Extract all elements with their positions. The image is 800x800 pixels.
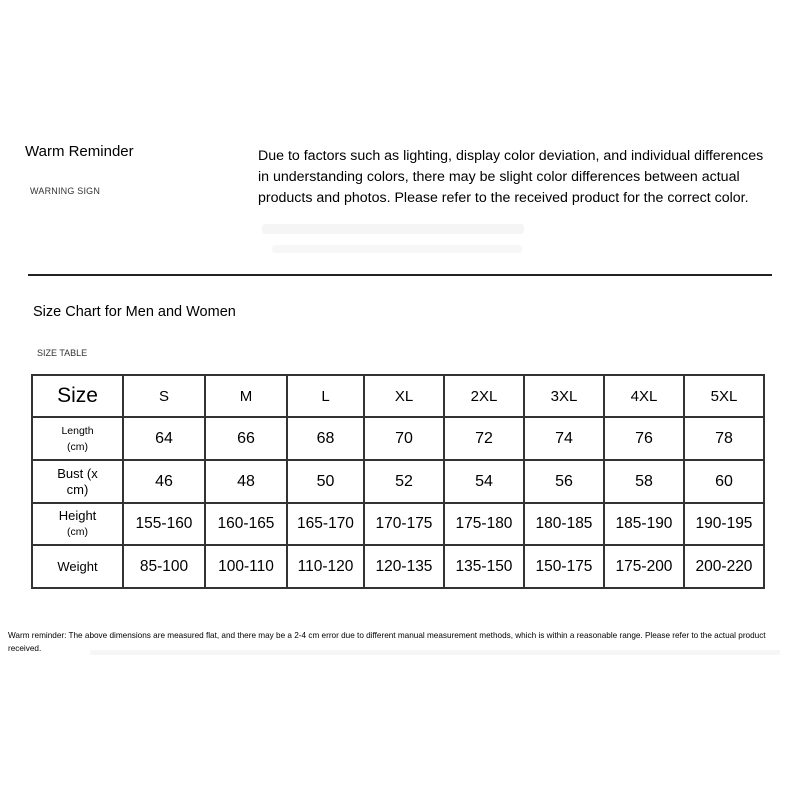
size-label-cell: M	[205, 375, 287, 417]
row-label-bottom: (cm)	[67, 526, 88, 538]
table-cell: 200-220	[684, 545, 764, 588]
table-cell: 190-195	[684, 503, 764, 545]
table-cell: 120-135	[364, 545, 444, 588]
table-cell: 72	[444, 417, 524, 460]
row-label-bottom: cm)	[66, 481, 89, 497]
table-cell: 185-190	[604, 503, 684, 545]
table-cell: 58	[604, 460, 684, 503]
warm-reminder-title: Warm Reminder	[25, 143, 134, 160]
table-cell: 180-185	[524, 503, 604, 545]
color-difference-note: Due to factors such as lighting, display color deviation, and individual differences in understanding colors, there may be slight color differences between actual products and photos. Please refer to the received product for the correct color.	[258, 148, 764, 206]
section-divider	[28, 274, 772, 276]
measurement-note: Warm reminder: The above dimensions are measured flat, and there may be a 2-4 cm error due to different manual measurement methods, which is within a reasonable range. Please refer to the actual product received.	[8, 631, 766, 653]
row-label-top: Height	[58, 508, 97, 523]
faded-watermark-strip	[90, 650, 780, 655]
size-label-cell: L	[287, 375, 364, 417]
faded-watermark-strip	[272, 245, 522, 253]
table-cell: 74	[524, 417, 604, 460]
table-cell: 150-175	[524, 545, 604, 588]
table-cell: 46	[123, 460, 205, 503]
table-cell: 175-180	[444, 503, 524, 545]
warning-sign-label: WARNING SIGN	[30, 186, 101, 196]
table-cell: 70	[364, 417, 444, 460]
row-label-top: Weight	[57, 558, 98, 574]
table-cell: 60	[684, 460, 764, 503]
size-header-cell: Size	[32, 375, 123, 417]
row-label-top: Bust (x	[57, 465, 98, 481]
size-label-cell: 2XL	[444, 375, 524, 417]
table-cell: 64	[123, 417, 205, 460]
table-cell: 100-110	[205, 545, 287, 588]
table-cell: 170-175	[364, 503, 444, 545]
table-cell: 78	[684, 417, 764, 460]
table-cell: 54	[444, 460, 524, 503]
table-cell: 160-165	[205, 503, 287, 545]
table-cell: 68	[287, 417, 364, 460]
table-cell: 48	[205, 460, 287, 503]
table-cell: 52	[364, 460, 444, 503]
table-cell: 165-170	[287, 503, 364, 545]
table-cell: 66	[205, 417, 287, 460]
table-cell: 85-100	[123, 545, 205, 588]
table-cell: 56	[524, 460, 604, 503]
size-table	[31, 374, 765, 589]
row-label-length	[32, 417, 123, 460]
table-cell: 110-120	[287, 545, 364, 588]
row-label-top: Length	[61, 424, 94, 437]
table-cell: 175-200	[604, 545, 684, 588]
faded-watermark-strip	[262, 224, 524, 234]
size-label-cell: S	[123, 375, 205, 417]
size-label-cell: XL	[364, 375, 444, 417]
size-label-cell: 5XL	[684, 375, 764, 417]
size-chart-title: Size Chart for Men and Women	[33, 304, 236, 320]
table-cell: 50	[287, 460, 364, 503]
table-cell: 155-160	[123, 503, 205, 545]
size-table-label: SIZE TABLE	[37, 348, 88, 358]
size-label-cell: 4XL	[604, 375, 684, 417]
size-label-cell: 3XL	[524, 375, 604, 417]
table-cell: 135-150	[444, 545, 524, 588]
row-label-bottom: (cm)	[67, 440, 88, 453]
row-label-height	[32, 503, 123, 545]
row-label-bust	[32, 460, 123, 503]
row-label-weight	[32, 545, 123, 588]
table-cell: 76	[604, 417, 684, 460]
